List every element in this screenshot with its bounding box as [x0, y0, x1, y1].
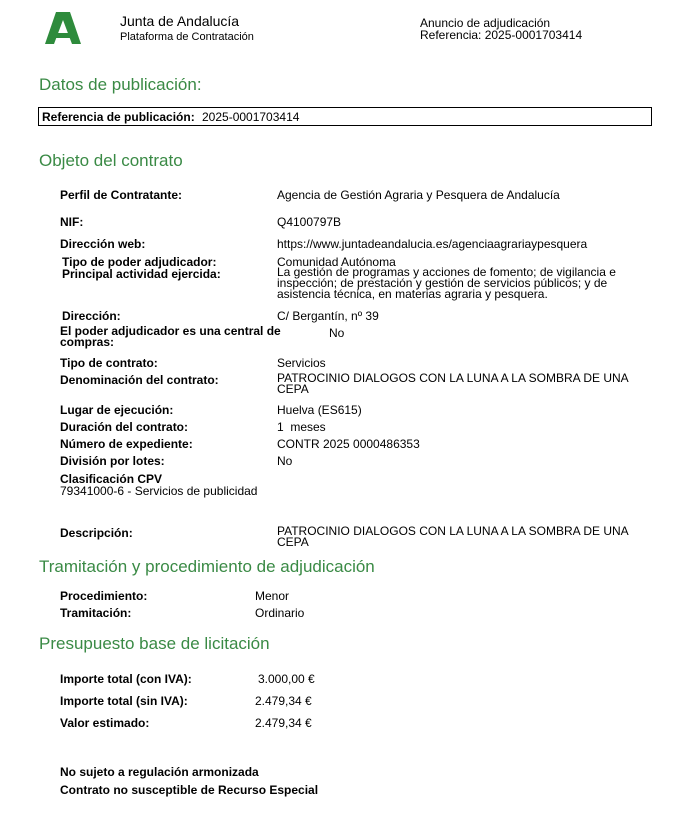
- central-compras-value: No: [329, 326, 345, 340]
- cpv-value: 79341000-6 - Servicios de publicidad: [60, 484, 258, 498]
- importe-con-iva-label: Importe total (con IVA):: [60, 672, 192, 686]
- lugar-value: Huelva (ES615): [277, 403, 362, 417]
- procedimiento-value: Menor: [255, 589, 290, 603]
- lugar-label: Lugar de ejecución:: [60, 403, 174, 417]
- duracion-value: 1 meses: [277, 420, 326, 434]
- recurso-especial-note: Contrato no susceptible de Recurso Especial: [60, 783, 319, 797]
- cpv-label: Clasificación CPV: [60, 472, 163, 486]
- section-title-objeto: Objeto del contrato: [39, 151, 183, 170]
- central-compras-label: El poder adjudicador es una central de compras:: [60, 324, 281, 349]
- lotes-value: No: [277, 454, 293, 468]
- tipo-contrato-value: Servicios: [277, 356, 326, 370]
- junta-andalucia-logo-icon: [45, 12, 81, 44]
- valor-estimado-label: Valor estimado:: [60, 716, 150, 730]
- web-value: https://www.juntadeandalucia.es/agenciaagrariaypesquera: [277, 237, 588, 251]
- descripcion-value: PATROCINIO DIALOGOS CON LA LUNA A LA SOMBRA DE UNA CEPA: [277, 524, 628, 549]
- expediente-label: Número de expediente:: [60, 437, 193, 451]
- section-title-presupuesto: Presupuesto base de licitación: [39, 634, 270, 653]
- importe-sin-iva-label: Importe total (sin IVA):: [60, 694, 188, 708]
- publication-reference-box: [38, 107, 652, 126]
- expediente-value: CONTR 2025 0000486353: [277, 437, 420, 451]
- org-name: Junta de Andalucía: [120, 13, 240, 29]
- org-subtitle: Plataforma de Contratación: [120, 31, 254, 43]
- publication-reference-value: 2025-0001703414: [202, 110, 300, 124]
- document-type: Anuncio de adjudicación: [420, 16, 551, 30]
- perfil-label: Perfil de Contratante:: [60, 188, 183, 202]
- actividad-label: Principal actividad ejercida:: [62, 267, 221, 281]
- duracion-label: Duración del contrato:: [60, 420, 189, 434]
- publication-reference-label: Referencia de publicación:: [42, 110, 195, 124]
- procedimiento-label: Procedimiento:: [60, 589, 148, 603]
- denominacion-label: Denominación del contrato:: [60, 373, 219, 387]
- lotes-label: División por lotes:: [60, 454, 165, 468]
- section-title-tramitacion: Tramitación y procedimiento de adjudicación: [39, 557, 375, 576]
- direccion-value: C/ Bergantín, nº 39: [277, 309, 379, 323]
- descripcion-label: Descripción:: [60, 526, 133, 540]
- nif-value: Q4100797B: [277, 215, 342, 229]
- importe-con-iva-value: 3.000,00 €: [258, 672, 315, 686]
- importe-sin-iva-value: 2.479,34 €: [255, 694, 312, 708]
- web-label: Dirección web:: [60, 237, 146, 251]
- header-reference: Referencia: 2025-0001703414: [420, 28, 583, 42]
- actividad-value: La gestión de programas y acciones de fomento; de vigilancia e inspección; de prestación y gestión de servicios públicos; y de asistencia técnica, en materias agraria y pesquera.: [277, 265, 616, 301]
- nif-label: NIF:: [60, 215, 84, 229]
- tramitacion-label: Tramitación:: [60, 606, 132, 620]
- perfil-value: Agencia de Gestión Agraria y Pesquera de Andalucía: [277, 188, 560, 202]
- tipo-contrato-label: Tipo de contrato:: [60, 356, 158, 370]
- denominacion-value: PATROCINIO DIALOGOS CON LA LUNA A LA SOMBRA DE UNA CEPA: [277, 371, 628, 396]
- tipo-poder-value: Comunidad Autónoma: [277, 255, 396, 269]
- tipo-poder-label: Tipo de poder adjudicador:: [62, 255, 217, 269]
- regulacion-armonizada-note: No sujeto a regulación armonizada: [60, 765, 259, 779]
- direccion-label: Dirección:: [62, 309, 121, 323]
- tramitacion-value: Ordinario: [255, 606, 305, 620]
- valor-estimado-value: 2.479,34 €: [255, 716, 312, 730]
- section-title-publicacion: Datos de publicación:: [39, 75, 202, 94]
